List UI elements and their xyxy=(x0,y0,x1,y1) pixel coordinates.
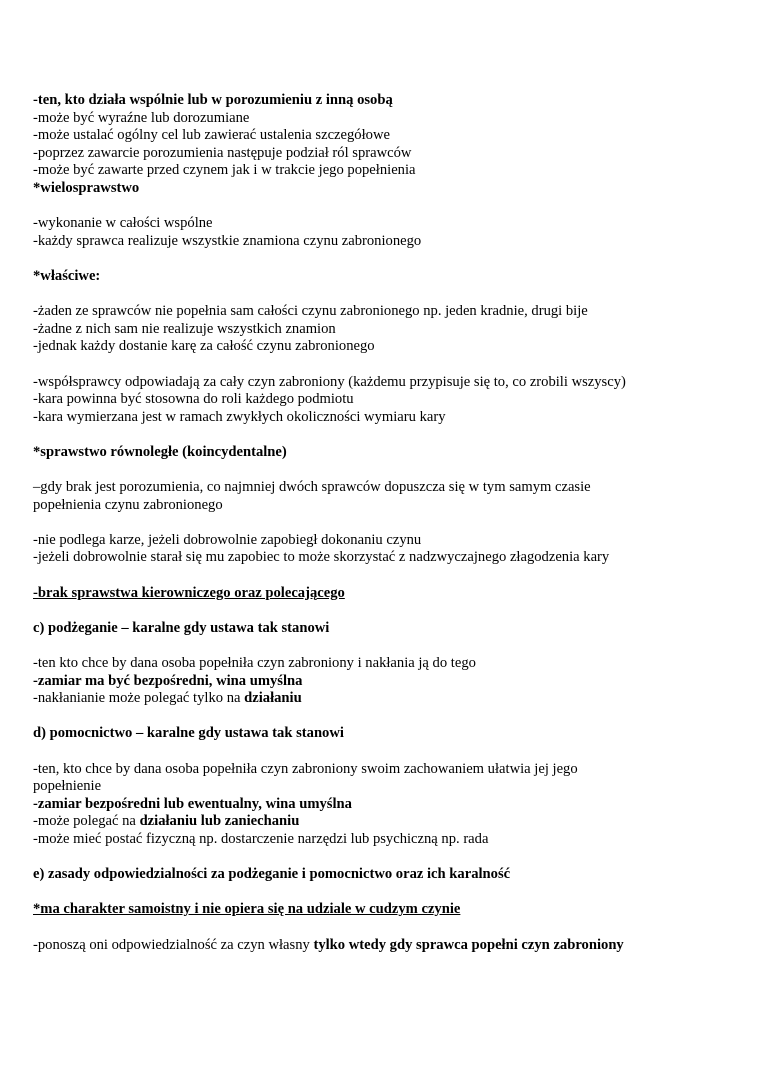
text-segment: -ponoszą oni odpowiedzialność za czyn własny xyxy=(33,936,314,953)
text-line xyxy=(33,145,733,163)
bold-text: tylko wtedy gdy sprawca popełni czyn zabroniony xyxy=(313,936,624,953)
blank-line xyxy=(33,567,733,585)
text-line xyxy=(33,92,733,110)
bold-text: *właściwe: xyxy=(33,267,101,284)
text-line xyxy=(33,655,733,673)
text-segment: -może być zawarte przed czynem jak i w trakcie jego popełnienia xyxy=(33,162,416,179)
bold-text: -brak sprawstwa kierowniczego oraz polecającego xyxy=(33,584,345,601)
blank-line xyxy=(33,356,733,374)
text-line xyxy=(33,303,733,321)
blank-line xyxy=(33,849,733,867)
text-line xyxy=(33,532,733,550)
blank-line xyxy=(33,708,733,726)
bold-text: c) podżeganie – karalne gdy ustawa tak stanowi xyxy=(33,619,330,636)
blank-line xyxy=(33,198,733,216)
text-segment: -kara wymierzana jest w ramach zwykłych okoliczności wymiaru kary xyxy=(33,408,446,425)
text-segment: -może być wyraźne lub dorozumiane xyxy=(33,109,250,126)
text-line xyxy=(33,162,733,180)
text-line xyxy=(33,409,733,427)
bold-text: *wielosprawstwo xyxy=(33,179,140,196)
text-line xyxy=(33,374,733,392)
text-line xyxy=(33,497,733,515)
text-line xyxy=(33,778,733,796)
text-line xyxy=(33,831,733,849)
text-line xyxy=(33,127,733,145)
text-line xyxy=(33,215,733,233)
text-line xyxy=(33,585,733,603)
text-line xyxy=(33,620,733,638)
text-segment: -każdy sprawca realizuje wszystkie znamiona czynu zabronionego xyxy=(33,232,422,249)
text-segment: -poprzez zawarcie porozumienia następuje podział ról sprawców xyxy=(33,144,412,161)
text-segment: -może polegać na xyxy=(33,813,140,830)
blank-line xyxy=(33,286,733,304)
bold-text: -ten, kto działa wspólnie lub w porozumieniu z inną osobą xyxy=(33,92,393,108)
text-segment: -nie podlega karze, jeżeli dobrowolnie zapobiegł dokonaniu czynu xyxy=(33,531,422,548)
text-segment: -żaden ze sprawców nie popełnia sam całości czynu zabronionego np. jeden kradnie, drugi bije xyxy=(33,303,588,320)
text-segment: -żadne z nich sam nie realizuje wszystkich znamion xyxy=(33,320,336,337)
bold-text: e) zasady odpowiedzialności za podżeganie i pomocnictwo oraz ich karalność xyxy=(33,866,511,883)
bold-text: -zamiar ma być bezpośredni, wina umyślna xyxy=(33,672,303,689)
text-segment: -współsprawcy odpowiadają za cały czyn zabroniony (każdemu przypisuje się to, co zrobili wszyscy) xyxy=(33,373,626,390)
blank-line xyxy=(33,884,733,902)
bold-text: *ma charakter samoistny i nie opiera się na udziale w cudzym czynie xyxy=(33,901,461,918)
bold-text: *sprawstwo równoległe (koincydentalne) xyxy=(33,443,287,460)
text-segment: -może ustalać ogólny cel lub zawierać ustalenia szczegółowe xyxy=(33,127,390,144)
blank-line xyxy=(33,461,733,479)
document-body xyxy=(33,92,733,954)
text-segment: -kara powinna być stosowna do roli każdego podmiotu xyxy=(33,391,354,408)
text-line xyxy=(33,479,733,497)
text-line xyxy=(33,110,733,128)
text-segment: -ten, kto chce by dana osoba popełniła czyn zabroniony swoim zachowaniem ułatwia jej jego xyxy=(33,760,578,777)
bold-text: d) pomocnictwo – karalne gdy ustawa tak stanowi xyxy=(33,725,344,742)
text-line xyxy=(33,725,733,743)
text-segment: popełnienia czynu zabronionego xyxy=(33,496,223,513)
blank-line xyxy=(33,514,733,532)
text-line xyxy=(33,866,733,884)
text-line xyxy=(33,796,733,814)
text-line xyxy=(33,338,733,356)
text-line xyxy=(33,233,733,251)
blank-line xyxy=(33,637,733,655)
text-segment: popełnienie xyxy=(33,778,102,795)
text-line xyxy=(33,937,733,955)
text-segment: -może mieć postać fizyczną np. dostarczenie narzędzi lub psychiczną np. rada xyxy=(33,830,489,847)
text-line xyxy=(33,901,733,919)
text-line xyxy=(33,761,733,779)
text-line xyxy=(33,268,733,286)
bold-text: działaniu lub zaniechaniu xyxy=(139,813,300,830)
text-segment: -ten kto chce by dana osoba popełniła czyn zabroniony i nakłania ją do tego xyxy=(33,655,476,671)
bold-text: -zamiar bezpośredni lub ewentualny, wina umyślna xyxy=(33,795,352,812)
text-segment: –gdy brak jest porozumienia, co najmniej dwóch sprawców dopuszcza się w tym samym czasie xyxy=(33,479,591,496)
text-line xyxy=(33,549,733,567)
blank-line xyxy=(33,602,733,620)
bold-text: działaniu xyxy=(244,690,302,707)
text-segment: -jednak każdy dostanie karę za całość czynu zabronionego xyxy=(33,338,375,355)
blank-line xyxy=(33,426,733,444)
text-line xyxy=(33,444,733,462)
text-line xyxy=(33,391,733,409)
blank-line xyxy=(33,743,733,761)
text-line xyxy=(33,690,733,708)
text-line xyxy=(33,673,733,691)
text-segment: -nakłanianie może polegać tylko na xyxy=(33,690,245,707)
blank-line xyxy=(33,919,733,937)
text-line xyxy=(33,813,733,831)
blank-line xyxy=(33,250,733,268)
text-segment: -jeżeli dobrowolnie starał się mu zapobiec to może skorzystać z nadzwyczajnego złagodzenia kary xyxy=(33,549,610,566)
text-segment: -wykonanie w całości wspólne xyxy=(33,215,213,232)
text-line xyxy=(33,180,733,198)
text-line xyxy=(33,321,733,339)
